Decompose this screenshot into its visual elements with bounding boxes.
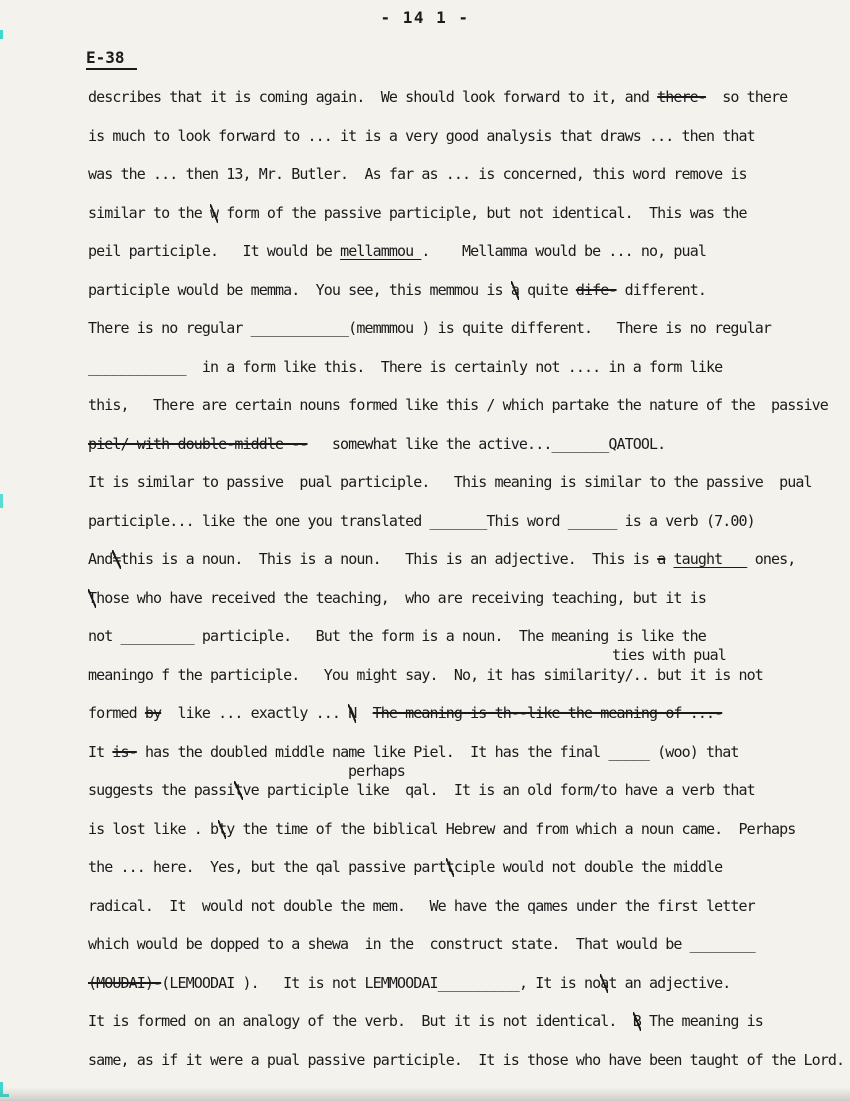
scan-edge-smudge bbox=[0, 1087, 850, 1101]
document-line bbox=[88, 242, 706, 261]
text-segment: The meaning is bbox=[640, 1012, 763, 1030]
slashed-character: = bbox=[112, 550, 121, 568]
document-line bbox=[88, 435, 665, 454]
text-segment: this, There are certain nouns formed like this / which partake the nature of the passive bbox=[88, 396, 828, 414]
text-segment: was the ... then 13, Mr. Butler. As far as ... is concerned, this word remove is bbox=[88, 165, 747, 183]
document-line bbox=[88, 858, 722, 877]
text-segment: ____________ bbox=[88, 358, 186, 376]
document-line bbox=[88, 743, 739, 762]
text-segment: is lost like . b bbox=[88, 820, 219, 838]
struck-text: a bbox=[657, 550, 666, 568]
interlinear-insertion: perhaps bbox=[348, 762, 405, 780]
slashed-character: t bbox=[234, 781, 243, 799]
text-segment: in a form like this. There is certainly not .... in a form like bbox=[185, 358, 723, 376]
text-segment: is much to look forward to ... it is a very good analysis that draws ... then that bbox=[88, 127, 755, 145]
section-label: E-38 bbox=[86, 48, 137, 70]
document-line bbox=[88, 627, 706, 646]
text-segment bbox=[356, 704, 372, 722]
text-segment: ve participle like qal. It is an old form/to have a verb that bbox=[242, 781, 755, 799]
text-segment: And bbox=[88, 550, 113, 568]
struck-text: dife- bbox=[575, 281, 617, 299]
slashed-character: T bbox=[88, 589, 97, 607]
document-line bbox=[88, 88, 787, 107]
struck-text: by bbox=[144, 704, 162, 722]
document-line bbox=[88, 512, 755, 531]
struck-text: there- bbox=[657, 88, 706, 106]
slashed-character: a bbox=[510, 281, 519, 299]
slashed-character: N bbox=[348, 704, 357, 722]
document-line bbox=[88, 319, 771, 338]
text-segment: similar to the bbox=[88, 204, 210, 222]
text-segment: y the time of the biblical Hebrew and from which a noun came. Perhaps bbox=[226, 820, 796, 838]
text-segment: participle would be memma. You see, this memmou is bbox=[88, 281, 511, 299]
text-segment: describes that it is coming again. We should look forward to it, and bbox=[88, 88, 658, 106]
text-segment: somewhat like the active..._______QATOOL. bbox=[307, 435, 666, 453]
document-line bbox=[88, 974, 730, 993]
text-segment: formed bbox=[88, 704, 145, 722]
text-segment: not _________ participle. But the form is a noun. The meaning is like the bbox=[88, 627, 706, 645]
struck-text: The meaning is th--like the meaning of ...- bbox=[372, 704, 723, 722]
page-number: - 14 1 - bbox=[380, 8, 470, 27]
document-line bbox=[88, 666, 763, 685]
text-segment: participle... like the one you translated _______This word ______ is a verb (7.00) bbox=[88, 512, 755, 530]
text-segment: has the doubled middle name like Piel. It has the final _____ (woo) that bbox=[136, 743, 739, 761]
text-segment: It bbox=[88, 743, 113, 761]
document-line bbox=[88, 281, 706, 300]
text-segment: hose who have received the teaching, who are receiving teaching, but it is bbox=[96, 589, 706, 607]
text-segment: like ... exactly ... bbox=[161, 704, 349, 722]
underlined-text: mellammou bbox=[340, 242, 422, 260]
text-segment: It is formed on an analogy of the verb. But it is not identical. bbox=[88, 1012, 633, 1030]
text-segment: It is similar to passive pual participle. This meaning is similar to the passive pual bbox=[88, 473, 812, 491]
text-segment: peil participle. It would be bbox=[88, 242, 341, 260]
text-segment: ones, bbox=[746, 550, 796, 568]
struck-text: piel/ with double-middle -- bbox=[88, 435, 308, 453]
scan-mark bbox=[0, 30, 3, 39]
text-segment: different. bbox=[616, 281, 706, 299]
document-line bbox=[88, 704, 722, 723]
text-segment: quite bbox=[518, 281, 576, 299]
document-line bbox=[88, 935, 755, 954]
text-segment: form of the passive participle, but not identical. This was the bbox=[218, 204, 747, 222]
text-segment: so there bbox=[705, 88, 788, 106]
text-segment: this is a noun. This is a noun. This is an adjective. This is bbox=[120, 550, 658, 568]
text-segment: radical. It would not double the mem. We have the qames under the first letter bbox=[88, 897, 755, 915]
document-line bbox=[88, 589, 706, 608]
text-segment: t an adjective. bbox=[608, 974, 731, 992]
document-line bbox=[88, 820, 795, 839]
document-line bbox=[88, 1012, 763, 1031]
slashed-character: a bbox=[600, 974, 609, 992]
text-segment: . Mellamma would be ... no, pual bbox=[421, 242, 706, 260]
document-line bbox=[88, 550, 795, 569]
struck-text: is- bbox=[112, 743, 137, 761]
text-segment: which would be dopped to a shewa in the construct state. That would be ________ bbox=[88, 935, 755, 953]
underlined-text: taught __ bbox=[673, 550, 747, 568]
document-line bbox=[88, 127, 755, 146]
document-line bbox=[88, 1051, 844, 1070]
text-segment: There is no regular ____________(memmmou ) is quite different. There is no regular bbox=[88, 319, 771, 337]
document-line bbox=[88, 358, 722, 377]
text-segment: the ... here. Yes, but the qal passive part bbox=[88, 858, 446, 876]
slashed-character: t bbox=[218, 820, 227, 838]
document-line bbox=[88, 204, 747, 223]
text-segment: suggests the passi bbox=[88, 781, 235, 799]
interlinear-insertion: ties with pual bbox=[612, 646, 726, 664]
document-line bbox=[88, 396, 828, 415]
document-line bbox=[88, 897, 755, 916]
text-segment: ciple would not double the middle bbox=[453, 858, 723, 876]
slashed-character: w bbox=[209, 204, 219, 222]
text-segment: (LEMOODAI ). It is not LEMMOODAI__________, It is no bbox=[161, 974, 601, 992]
document-line bbox=[88, 165, 747, 184]
struck-text: (MOUDAI)- bbox=[88, 974, 162, 992]
slashed-character: B bbox=[632, 1012, 641, 1030]
document-line bbox=[88, 781, 755, 800]
slashed-character: t bbox=[445, 858, 454, 876]
text-segment: meaningo f the participle. You might say. No, it has similarity/.. but it is not bbox=[88, 666, 763, 684]
document-line bbox=[88, 473, 812, 492]
text-segment: same, as if it were a pual passive participle. It is those who have been taught of the Lord. bbox=[88, 1051, 845, 1069]
scan-mark bbox=[0, 494, 3, 508]
